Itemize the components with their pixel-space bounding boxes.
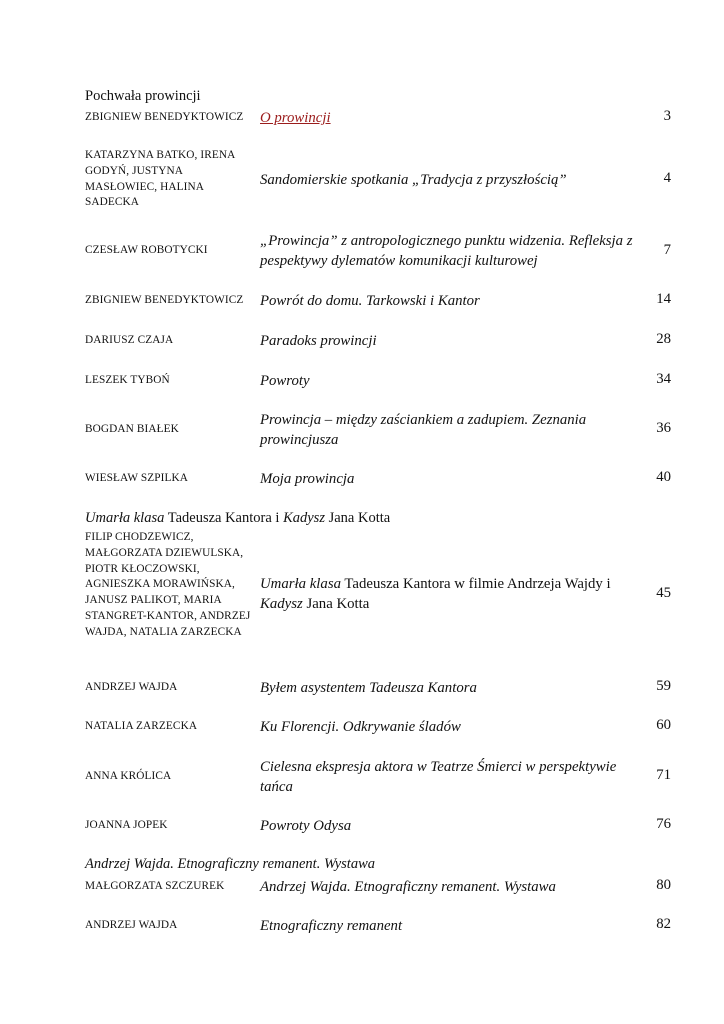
entry-author: ANDRZEJ WAJDA [85,919,178,931]
entry-author: CZESŁAW ROBOTYCKI [85,244,208,256]
entry-title: Moja prowincja [260,471,355,487]
entry-author: DARIUSZ CZAJA [85,334,174,346]
entry-title-text: Jana Kotta [302,596,370,612]
entry-title: Powroty [260,373,310,389]
entry-page: 82 [656,916,671,932]
section-title [85,510,390,527]
entry-author: WIESŁAW SZPILKA [85,472,188,484]
section-title-italic: Umarła klasa [85,510,165,526]
section-title-text: Jana Kotta [324,510,391,526]
entry-title-text: Tadeusza Kantora w filmie Andrzeja Wajdy i [340,576,611,592]
entry-page: 14 [656,291,671,307]
entry-author: ANDRZEJ WAJDA [85,681,178,693]
entry-page: 80 [656,877,671,893]
entry-page: 28 [656,331,671,347]
entry-title: Ku Florencji. Odkrywanie śladów [260,719,461,735]
entry-title: Cielesna ekspresja aktora w Teatrze Śmierci w perspektywie tańca [260,759,617,795]
entry-page: 3 [663,108,671,124]
entry-author: ANNA KRÓLICA [85,770,172,782]
entry-author: MAŁGORZATA SZCZUREK [85,880,225,892]
entry-title: „Prowincja” z antropologicznego punktu widzenia. Refleksja z pespektywy dylematów komunikacji kulturowej [260,233,633,269]
entry-page: 71 [656,767,671,783]
entry-title-italic: Umarła klasa [260,576,341,592]
entry-title: Etnograficzny remanent [260,918,403,934]
entry-title: Byłem asystentem Tadeusza Kantora [260,680,477,696]
entry-page: 76 [656,816,671,832]
entry-author: BOGDAN BIAŁEK [85,423,179,435]
entry-page: 4 [663,170,671,186]
entry-title-link[interactable]: O prowincji [260,110,331,126]
entry-title: Powrót do domu. Tarkowski i Kantor [260,293,480,309]
entry-page: 7 [663,242,671,258]
entry-author: LESZEK TYBOŃ [85,374,170,386]
entry-author: KATARZYNA BATKO, IRENA GODYŃ, JUSTYNA MASŁOWIEC, HALINA SADECKA [85,149,235,209]
entry-author: ZBIGNIEW BENEDYKTOWICZ [85,294,244,306]
entry-title [260,574,646,614]
entry-author: FILIP CHODZEWICZ, MAŁGORZATA DZIEWULSKA, PIOTR KŁOCZOWSKI, AGNIESZKA MORAWIŃSKA, JANUSZ PALIKOT, MARIA STANGRET-KANTOR, ANDRZEJ WAJDA, NATALIA ZARZECKA [85,531,251,638]
entry-author: ZBIGNIEW BENEDYKTOWICZ [85,111,244,123]
entry-title: Powroty Odysa [260,818,352,834]
entry-author: NATALIA ZARZECKA [85,720,198,732]
entry-title: Sandomierskie spotkania „Tradycja z przyszłością” [260,172,567,188]
entry-title: Paradoks prowincji [260,333,377,349]
section-title: Andrzej Wajda. Etnograficzny remanent. Wystawa [85,856,375,872]
entry-title-italic: Kadysz [260,596,303,612]
entry-page: 45 [656,585,671,601]
section-title: Pochwała prowincji [85,88,201,104]
entry-author: JOANNA JOPEK [85,819,168,831]
section-title-italic: Kadysz [283,510,325,526]
entry-page: 60 [656,717,671,733]
entry-page: 36 [656,420,671,436]
entry-title: Andrzej Wajda. Etnograficzny remanent. Wystawa [260,879,556,895]
entry-page: 40 [656,469,671,485]
section-title-text: Tadeusza Kantora i [164,510,284,526]
entry-page: 34 [656,371,671,387]
entry-title: Prowincja – między zaściankiem a zadupiem. Zeznania prowincjusza [260,412,587,448]
entry-page: 59 [656,678,671,694]
